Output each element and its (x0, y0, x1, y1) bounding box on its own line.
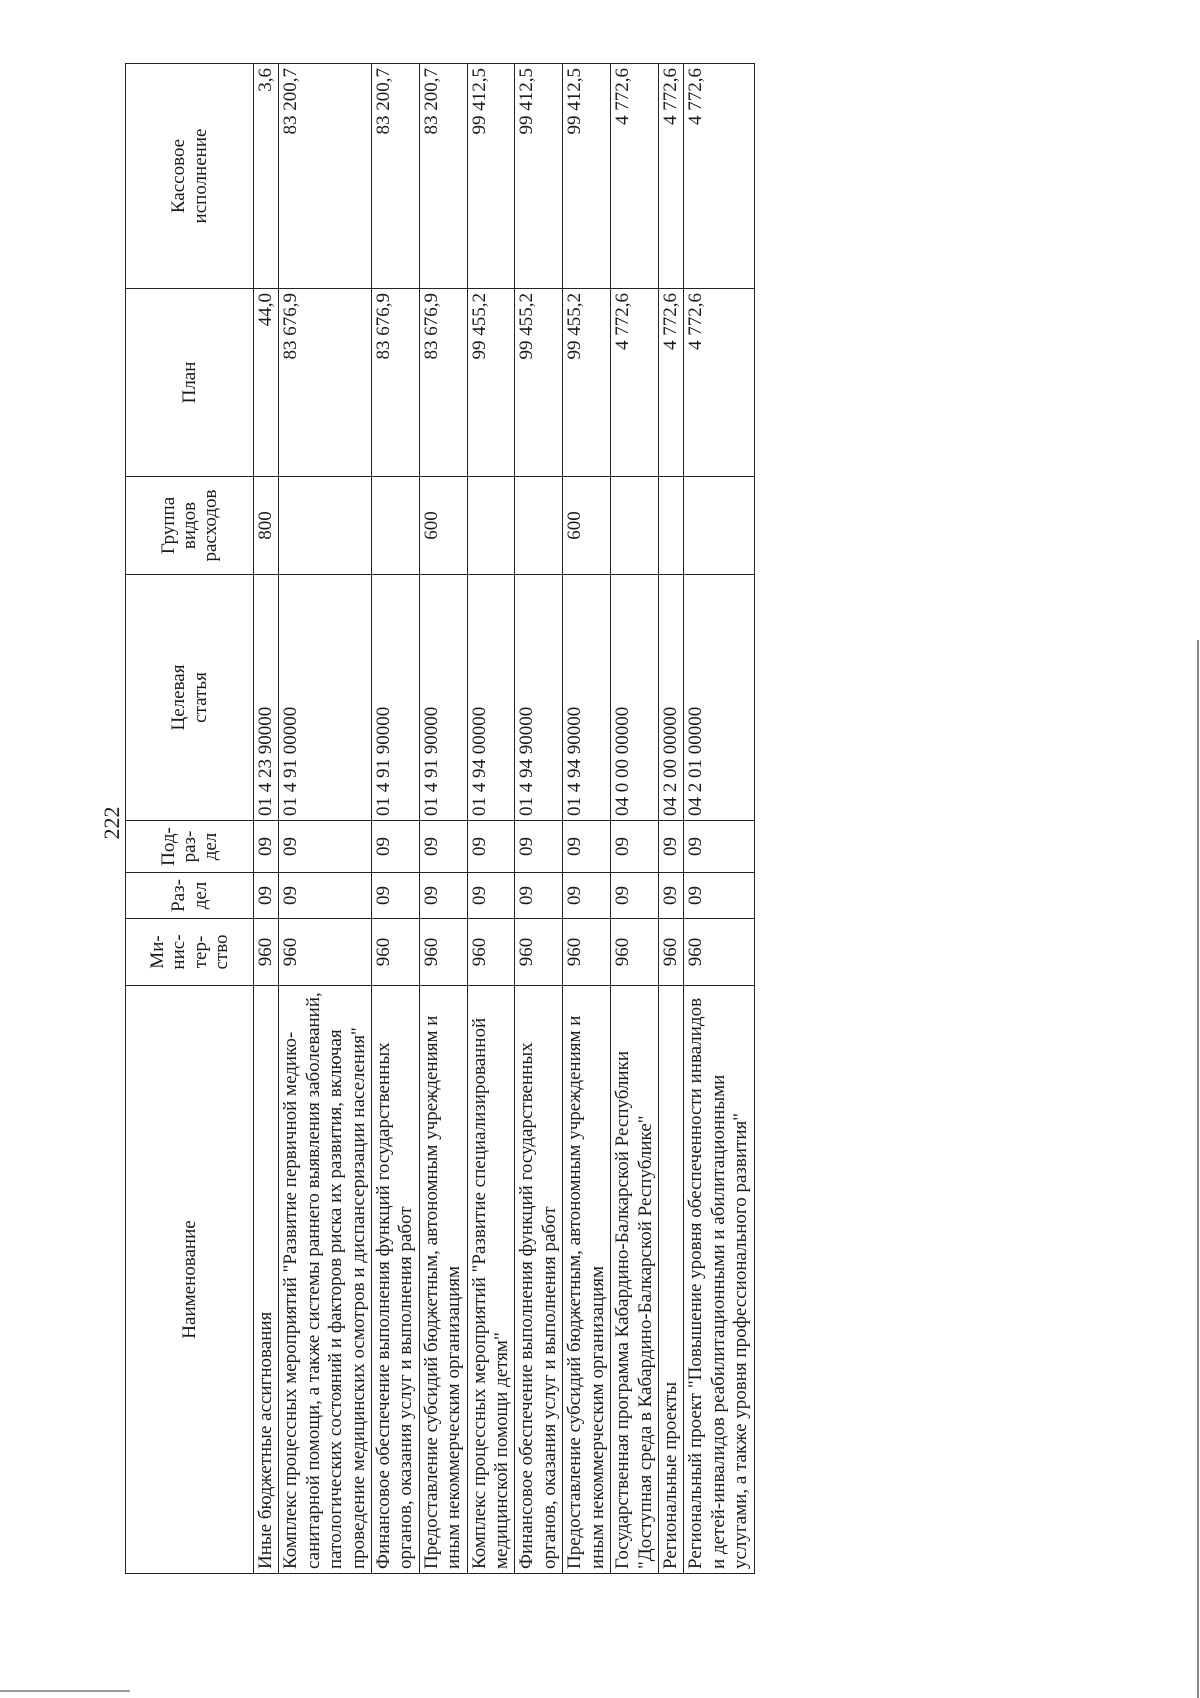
cell-target: 01 4 94 00000 (467, 575, 515, 821)
table-header-row (126, 64, 254, 1574)
cell-execution: 3,6 (254, 64, 279, 289)
cell-section: 09 (419, 873, 467, 919)
table-row (515, 64, 563, 1574)
cell-ministry: 960 (515, 919, 563, 986)
header-section: Раз- дел (126, 873, 254, 919)
cell-ministry: 960 (279, 919, 372, 986)
cell-subsection: 09 (611, 821, 659, 873)
table-row (611, 64, 659, 1574)
scan-edge-line (1197, 640, 1199, 1698)
cell-target: 01 4 91 90000 (419, 575, 467, 821)
cell-execution: 99 412,5 (563, 64, 611, 289)
cell-subsection: 09 (658, 821, 683, 873)
cell-section: 09 (611, 873, 659, 919)
cell-expense-group (515, 477, 563, 575)
table-row (279, 64, 372, 1574)
table-body (254, 64, 755, 1574)
header-expense-group: Группа видов расходов (126, 477, 254, 575)
cell-expense-group (658, 477, 683, 575)
cell-expense-group: 800 (254, 477, 279, 575)
table-row (467, 64, 515, 1574)
cell-ministry: 960 (563, 919, 611, 986)
cell-expense-group (611, 477, 659, 575)
cell-execution: 99 412,5 (515, 64, 563, 289)
cell-name: Предоставление субсидий бюджетным, автономным учреждениям и иным некоммерческим организациям (563, 986, 611, 1574)
cell-expense-group (684, 477, 754, 575)
cell-name: Государственная программа Кабардино-Балкарской Республики "Доступная среда в Кабардино-Балкарской Республике" (611, 986, 659, 1574)
cell-target: 01 4 91 00000 (279, 575, 372, 821)
cell-expense-group (279, 477, 372, 575)
cell-subsection: 09 (419, 821, 467, 873)
cell-name: Финансовое обеспечение выполнения функций государственных органов, оказания услуг и выполнения работ (372, 986, 420, 1574)
cell-plan: 99 455,2 (563, 289, 611, 477)
cell-plan: 4 772,6 (611, 289, 659, 477)
cell-plan: 99 455,2 (467, 289, 515, 477)
cell-execution: 4 772,6 (658, 64, 683, 289)
cell-execution: 99 412,5 (467, 64, 515, 289)
cell-subsection: 09 (467, 821, 515, 873)
cell-section: 09 (279, 873, 372, 919)
cell-plan: 83 676,9 (372, 289, 420, 477)
header-name: Наименование (126, 986, 254, 1574)
cell-ministry: 960 (372, 919, 420, 986)
table-row (658, 64, 683, 1574)
cell-subsection: 09 (563, 821, 611, 873)
cell-name: Региональные проекты (658, 986, 683, 1574)
cell-expense-group (467, 477, 515, 575)
cell-ministry: 960 (684, 919, 754, 986)
cell-name: Комплекс процессных мероприятий "Развитие первичной медико-санитарной помощи, а также системы раннего выявления заболеваний, патологических состояний и факторов риска их развития, включая проведение медицинских осмотров и диспансеризации населения" (279, 986, 372, 1574)
cell-plan: 44,0 (254, 289, 279, 477)
cell-section: 09 (372, 873, 420, 919)
cell-name: Иные бюджетные ассигнования (254, 986, 279, 1574)
cell-section: 09 (563, 873, 611, 919)
header-execution: Кассовое исполнение (126, 64, 254, 289)
cell-ministry: 960 (658, 919, 683, 986)
cell-expense-group: 600 (563, 477, 611, 575)
cell-ministry: 960 (419, 919, 467, 986)
cell-subsection: 09 (684, 821, 754, 873)
page-number: 222 (99, 806, 124, 840)
cell-expense-group: 600 (419, 477, 467, 575)
cell-target: 01 4 94 90000 (563, 575, 611, 821)
cell-ministry: 960 (467, 919, 515, 986)
header-subsection: Под- раз- дел (126, 821, 254, 873)
table-row (684, 64, 754, 1574)
cell-ministry: 960 (254, 919, 279, 986)
cell-subsection: 09 (254, 821, 279, 873)
cell-section: 09 (515, 873, 563, 919)
cell-target: 01 4 91 90000 (372, 575, 420, 821)
table-row (563, 64, 611, 1574)
cell-name: Региональный проект "Повышение уровня обеспеченности инвалидов и детей-инвалидов реабилитационными и абилитационными услугами, а также уровня профессионального развития" (684, 986, 754, 1574)
header-target: Целевая статья (126, 575, 254, 821)
table-row (372, 64, 420, 1574)
cell-section: 09 (467, 873, 515, 919)
cell-plan: 4 772,6 (658, 289, 683, 477)
cell-subsection: 09 (279, 821, 372, 873)
cell-execution: 83 200,7 (279, 64, 372, 289)
cell-expense-group (372, 477, 420, 575)
cell-target: 04 0 00 00000 (611, 575, 659, 821)
cell-name: Предоставление субсидий бюджетным, автономным учреждениям и иным некоммерческим организациям (419, 986, 467, 1574)
cell-subsection: 09 (515, 821, 563, 873)
cell-target: 04 2 01 00000 (684, 575, 754, 821)
cell-execution: 4 772,6 (611, 64, 659, 289)
cell-target: 01 4 94 90000 (515, 575, 563, 821)
cell-section: 09 (658, 873, 683, 919)
table-row (254, 64, 279, 1574)
header-ministry: Ми- нис- тер- ство (126, 919, 254, 986)
cell-section: 09 (684, 873, 754, 919)
cell-name: Финансовое обеспечение выполнения функций государственных органов, оказания услуг и выполнения работ (515, 986, 563, 1574)
cell-target: 04 2 00 00000 (658, 575, 683, 821)
cell-execution: 83 200,7 (419, 64, 467, 289)
header-plan: План (126, 289, 254, 477)
cell-ministry: 960 (611, 919, 659, 986)
cell-subsection: 09 (372, 821, 420, 873)
cell-plan: 4 772,6 (684, 289, 754, 477)
budget-table (125, 63, 755, 1574)
table-row (419, 64, 467, 1574)
cell-target: 01 4 23 90000 (254, 575, 279, 821)
cell-plan: 99 455,2 (515, 289, 563, 477)
scan-bottom-mark (0, 1690, 130, 1692)
cell-section: 09 (254, 873, 279, 919)
cell-plan: 83 676,9 (419, 289, 467, 477)
cell-name: Комплекс процессных мероприятий "Развитие специализированной медицинской помощи детям" (467, 986, 515, 1574)
cell-plan: 83 676,9 (279, 289, 372, 477)
rotated-table-container (125, 64, 1085, 1574)
cell-execution: 83 200,7 (372, 64, 420, 289)
cell-execution: 4 772,6 (684, 64, 754, 289)
